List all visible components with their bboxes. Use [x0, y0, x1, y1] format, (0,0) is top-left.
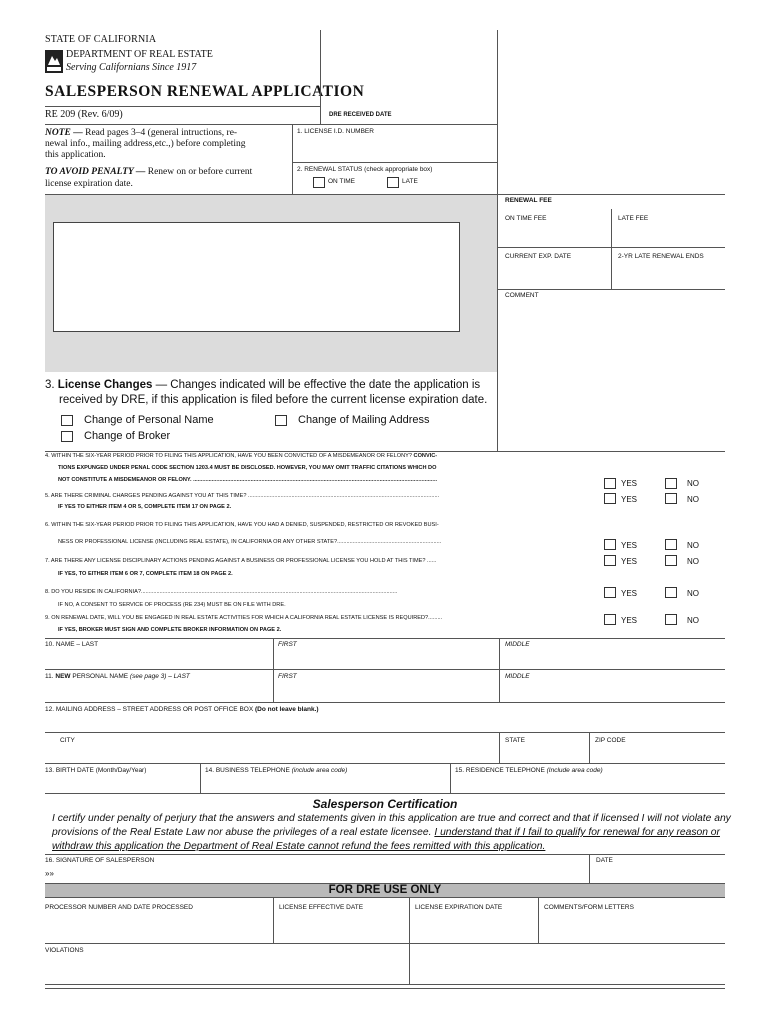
on-time-checkbox[interactable]	[313, 177, 325, 188]
new-name-middle-label: MIDDLE	[505, 673, 530, 680]
rule	[450, 763, 451, 793]
no-label: NO	[687, 479, 699, 488]
change-broker-checkbox[interactable]	[61, 431, 73, 442]
header-divider	[320, 30, 321, 124]
late-fee-label: LATE FEE	[618, 215, 649, 222]
q8-yes-checkbox[interactable]	[604, 587, 616, 598]
license-changes-title: License Changes	[57, 379, 153, 391]
no-label: NO	[687, 495, 699, 504]
question-4-line2: TIONS EXPUNGED UNDER PENAL CODE SECTION 1203.4 MUST BE DISCLOSED. HOWEVER, YOU MAY OMIT TRAFFIC CITATIONS WHICH DO	[58, 465, 437, 471]
item-number: 3.	[45, 379, 55, 391]
change-mailing-address-checkbox[interactable]	[275, 415, 287, 426]
renewal-status-label: 2. RENEWAL STATUS (check appropriate box)	[297, 166, 433, 173]
rule	[292, 124, 293, 194]
current-exp-date-label: CURRENT EXP. DATE	[505, 253, 572, 260]
question-7-line2: IF YES, TO EITHER ITEM 6 OR 7, COMPLETE ITEM 18 ON PAGE 2.	[58, 571, 233, 577]
question-5-line1: 5. ARE THERE CRIMINAL CHARGES PENDING AGAINST YOU AT THIS TIME? ...........................................................................................................................	[45, 493, 440, 499]
city-label: CITY	[60, 737, 75, 744]
dre-logo	[45, 50, 63, 73]
note-text	[45, 128, 246, 161]
rule	[538, 898, 539, 943]
note-label: NOTE —	[45, 128, 83, 138]
certification-line1: I certify under penalty of perjury that the answers and statements given in this application are true and correct and that if licensed I will not violate any	[52, 813, 731, 824]
rule	[45, 106, 320, 107]
rule	[497, 194, 725, 195]
birth-date-label: 13. BIRTH DATE (Month/Day/Year)	[45, 767, 147, 774]
rule	[45, 988, 725, 989]
dre-received-date-label: DRE RECEIVED DATE	[329, 112, 392, 118]
change-personal-name-label: Change of Personal Name	[84, 414, 214, 426]
no-label: NO	[687, 541, 699, 550]
question-5-line2: IF YES TO EITHER ITEM 4 OR 5, COMPLETE ITEM 17 ON PAGE 2.	[58, 504, 232, 510]
right-column-top-border	[497, 30, 498, 194]
residence-phone-label: 15. RESIDENCE TELEPHONE (Include area code)	[455, 767, 603, 774]
comment-label: COMMENT	[505, 292, 539, 299]
license-expiration-label: LICENSE EXPIRATION DATE	[415, 904, 503, 911]
department-name: DEPARTMENT OF REAL ESTATE	[66, 49, 213, 60]
renewal-fee-label: RENEWAL FEE	[505, 197, 552, 204]
q6-yes-checkbox[interactable]	[604, 539, 616, 550]
department-tagline: Serving Californians Since 1917	[66, 62, 197, 73]
change-broker-label: Change of Broker	[84, 430, 171, 442]
on-time-label: ON TIME	[328, 178, 355, 185]
rule	[499, 732, 500, 763]
change-mailing-address-label: Change of Mailing Address	[298, 414, 430, 426]
certification-title: Salesperson Certification	[312, 797, 458, 811]
license-changes-text: — Changes indicated will be effective the date the application is	[152, 379, 481, 391]
new-name-last-label: 11. NEW PERSONAL NAME (see page 3) – LAST	[45, 673, 190, 680]
rule	[45, 669, 725, 670]
rule	[45, 793, 725, 794]
new-name-first-label: FIRST	[278, 673, 297, 680]
penalty-text	[45, 166, 252, 190]
q9-no-checkbox[interactable]	[665, 614, 677, 625]
penalty-line2: license expiration date.	[45, 179, 133, 189]
late-checkbox[interactable]	[387, 177, 399, 188]
question-4-line1: 4. WITHIN THE SIX-YEAR PERIOD PRIOR TO FILING THIS APPLICATION, HAVE YOU BEEN CONVICTED OF A MISDEMEANOR OR FELONY? CONVIC-	[45, 453, 438, 459]
question-8-line2: IF NO, A CONSENT TO SERVICE OF PROCESS (RE 234) MUST BE ON FILE WITH DRE.	[58, 602, 286, 608]
penalty-line1: Renew on or before current	[147, 167, 253, 177]
yes-label: YES	[621, 557, 638, 566]
q7-no-checkbox[interactable]	[665, 555, 677, 566]
penalty-label: TO AVOID PENALTY —	[45, 167, 146, 177]
dre-use-only-title: FOR DRE USE ONLY	[328, 884, 442, 896]
yes-label: YES	[621, 479, 638, 488]
yes-label: YES	[621, 589, 638, 598]
question-6-line1: 6. WITHIN THE SIX-YEAR PERIOD PRIOR TO FILING THIS APPLICATION, HAVE YOU HAD A DENIED, SUSPENDED, RESTRICTED OR REVOKED BUSI-	[45, 522, 439, 528]
signature-label: 16. SIGNATURE OF SALESPERSON	[45, 857, 155, 864]
yes-label: YES	[621, 616, 638, 625]
violations-label: VIOLATIONS	[45, 947, 84, 954]
question-4-line3: NOT CONSTITUTE A MISDEMEANOR OR FELONY. .............................................................................................................................................................	[58, 477, 438, 483]
license-effective-label: LICENSE EFFECTIVE DATE	[279, 904, 364, 911]
rule	[45, 702, 725, 703]
no-label: NO	[687, 589, 699, 598]
signature-arrows: »»	[45, 869, 54, 878]
certification-line3: withdraw this application the Department of Real Estate cannot refund the fees remitted with this application.	[52, 841, 546, 852]
note-line2: newal info., mailing address,etc.,) before completing	[45, 139, 246, 149]
name-first-label: FIRST	[278, 641, 297, 648]
q8-no-checkbox[interactable]	[665, 587, 677, 598]
question-9-line1: 9. ON RENEWAL DATE, WILL YOU BE ENGAGED IN REAL ESTATE ACTIVITIES FOR WHICH A CALIFORNIA REAL ESTATE LICENSE IS REQUIRED?.........	[45, 615, 443, 621]
license-id-input[interactable]	[310, 138, 490, 158]
rule	[45, 732, 725, 733]
q7-yes-checkbox[interactable]	[604, 555, 616, 566]
rule	[200, 763, 201, 793]
rule	[292, 162, 497, 163]
license-id-label: 1. LICENSE I.D. NUMBER	[297, 128, 374, 135]
rule	[45, 124, 497, 125]
certification-line2: provisions of the Real Estate Law nor abuse the privileges of a real estate licensee. I understand that if I fail to qualify for renewal for any reason or	[52, 827, 720, 838]
note-line1: Read pages 3–4 (general intructions, re-	[85, 128, 238, 138]
question-6-line2: NESS OR PROFESSIONAL LICENSE (INCLUDING REAL ESTATE), IN CALIFORNIA OR ANY OTHER STATE?...................................................................	[58, 539, 442, 545]
late-renewal-ends-label: 2-YR LATE RENEWAL ENDS	[618, 253, 704, 260]
late-label: LATE	[402, 178, 418, 185]
yes-label: YES	[621, 495, 638, 504]
no-label: NO	[687, 557, 699, 566]
fees-left-border	[497, 194, 498, 451]
state-of-california: STATE OF CALIFORNIA	[45, 34, 157, 45]
q5-yes-checkbox[interactable]	[604, 493, 616, 504]
question-9-line2: IF YES, BROKER MUST SIGN AND COMPLETE BROKER INFORMATION ON PAGE 2.	[58, 627, 282, 633]
zip-label: ZIP CODE	[595, 737, 626, 744]
q6-no-checkbox[interactable]	[665, 539, 677, 550]
form-number: RE 209 (Rev. 6/09)	[45, 109, 123, 120]
rule	[499, 638, 500, 702]
address-window[interactable]	[53, 222, 460, 332]
q5-no-checkbox[interactable]	[665, 493, 677, 504]
rule	[589, 732, 590, 763]
rule	[611, 209, 612, 290]
signature-field[interactable]	[70, 866, 570, 880]
q9-yes-checkbox[interactable]	[604, 614, 616, 625]
rule	[45, 763, 725, 764]
rule	[589, 854, 590, 883]
license-changes-heading	[45, 378, 487, 408]
question-7-line1: 7. ARE THERE ANY LICENSE DISCIPLINARY ACTIONS PENDING AGAINST A BUSINESS OR PROFESSIONAL LICENSE YOU HOLD AT THIS TIME? ......	[45, 558, 437, 564]
form-title: SALESPERSON RENEWAL APPLICATION	[45, 83, 365, 100]
rule	[273, 898, 274, 943]
rule	[497, 247, 725, 248]
q4-no-checkbox[interactable]	[665, 478, 677, 489]
change-personal-name-checkbox[interactable]	[61, 415, 73, 426]
license-changes-text2: received by DRE, if this application is filed before the current license expiration date.	[59, 394, 488, 406]
date-label: DATE	[596, 857, 613, 864]
business-phone-label: 14. BUSINESS TELEPHONE (include area code)	[205, 767, 348, 774]
processor-label: PROCESSOR NUMBER AND DATE PROCESSED	[45, 904, 193, 911]
dre-seal-icon	[45, 50, 63, 73]
question-8-line1: 8. DO YOU RESIDE IN CALIFORNIA?.....................................................................................................................................................................	[45, 589, 398, 595]
rule	[45, 638, 725, 639]
mailing-address-label: 12. MAILING ADDRESS – STREET ADDRESS OR POST OFFICE BOX (Do not leave blank.)	[45, 706, 319, 713]
rule	[45, 984, 725, 985]
name-last-label: 10. NAME – LAST	[45, 641, 99, 648]
note-line3: this application.	[45, 150, 106, 160]
on-time-fee-label: ON TIME FEE	[505, 215, 547, 222]
q4-yes-checkbox[interactable]	[604, 478, 616, 489]
name-middle-label: MIDDLE	[505, 641, 530, 648]
rule	[497, 289, 725, 290]
rule	[409, 898, 410, 984]
no-label: NO	[687, 616, 699, 625]
rule	[45, 943, 725, 944]
state-label: STATE	[505, 737, 525, 744]
comments-form-letters-label: COMMENTS/FORM LETTERS	[544, 904, 634, 911]
yes-label: YES	[621, 541, 638, 550]
rule	[273, 638, 274, 702]
rule	[45, 854, 725, 855]
